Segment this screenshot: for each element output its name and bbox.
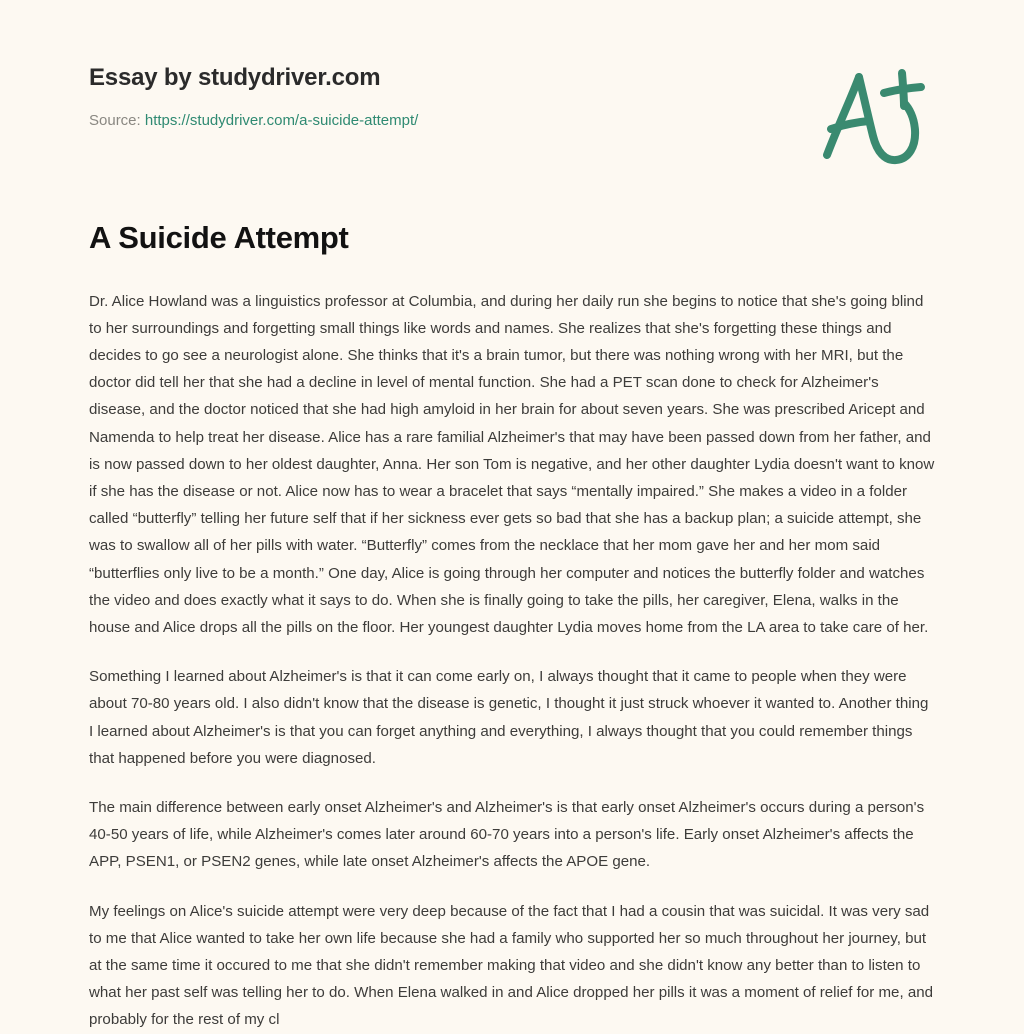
essay-paragraph: The main difference between early onset Alzheimer's and Alzheimer's is that early onset Alzheimer's occurs during a person's 40-50 years of life, while Alzheimer's comes later around 60-70 years into a person's life. Early onset Alzheimer's affects the APP, PSEN1, or PSEN2 genes, while late onset Alzheimer's affects the APOE gene.	[89, 799, 925, 871]
essay-paragraph: My feelings on Alice's suicide attempt were very deep because of the fact that I had a cousin that was suicidal. It was very sad to me that Alice wanted to take her own life because she had a family who supported her so much throughout her journey, but at the same time it occured to me that she didn't remember making that video and she didn't know any better than to listen to what her past self was telling her to do. When Elena walked in and Alice dropped her pills it was a moment of relief for me, and probably for the rest of my cl	[89, 902, 934, 1029]
essay-paragraph: Dr. Alice Howland was a linguistics professor at Columbia, and during her daily run she begins to notice that she's going blind to her surroundings and forgetting small things like words and names. She realizes that she's forgetting these things and decides to go see a neurologist alone. She thinks that it's a brain tumor, but there was nothing wrong with her MRI, but the doctor did tell her that she had a decline in level of mental function. She had a PET scan done to check for Alzheimer's disease, and the doctor noticed that she had high amyloid in her brain for about seven years. She was prescribed Aricept and Namenda to help treat her disease. Alice has a rare familial Alzheimer's that may have been passed down from her father, and is now passed down to her oldest daughter, Anna. Her son Tom is negative, and her other daughter Lydia doesn't want to know if she has the disease or not. Alice now has to wear a bracelet that says “mentally impaired.” She makes a video in a folder called “butterfly” telling her future self that if her sickness ever gets so bad that she has a backup plan; a suicide attempt, she was to swallow all of her pills with water. “Butterfly” comes from the necklace that her mom gave her and her mom said “butterflies only live to be a month.” One day, Alice is going through her computer and notices the butterfly folder and watches the video and does exactly what it says to do. When she is finally going to take the pills, her caregiver, Elena, walks in the house and Alice drops all the pills on the floor. Her youngest daughter Lydia moves home from the LA area to take care of her.	[89, 292, 935, 636]
essay-paragraph: Something I learned about Alzheimer's is that it can come early on, I always thought that it came to people when they were about 70-80 years old. I also didn't know that the disease is genetic, I thought it just struck whoever it wanted to. Another thing I learned about Alzheimer's is that you can forget anything and everything, I always thought that you could remember things that happened before you were diagnosed.	[89, 668, 929, 767]
essay-body	[89, 258, 935, 1034]
source-label: Source:	[89, 111, 145, 129]
page-header	[89, 0, 935, 131]
essay-byline: Essay by studydriver.com	[89, 64, 381, 91]
source-line	[89, 110, 935, 131]
page-title: A Suicide Attempt	[89, 219, 349, 255]
source-url-link[interactable]: https://studydriver.com/a-suicide-attempt/	[144, 111, 419, 129]
